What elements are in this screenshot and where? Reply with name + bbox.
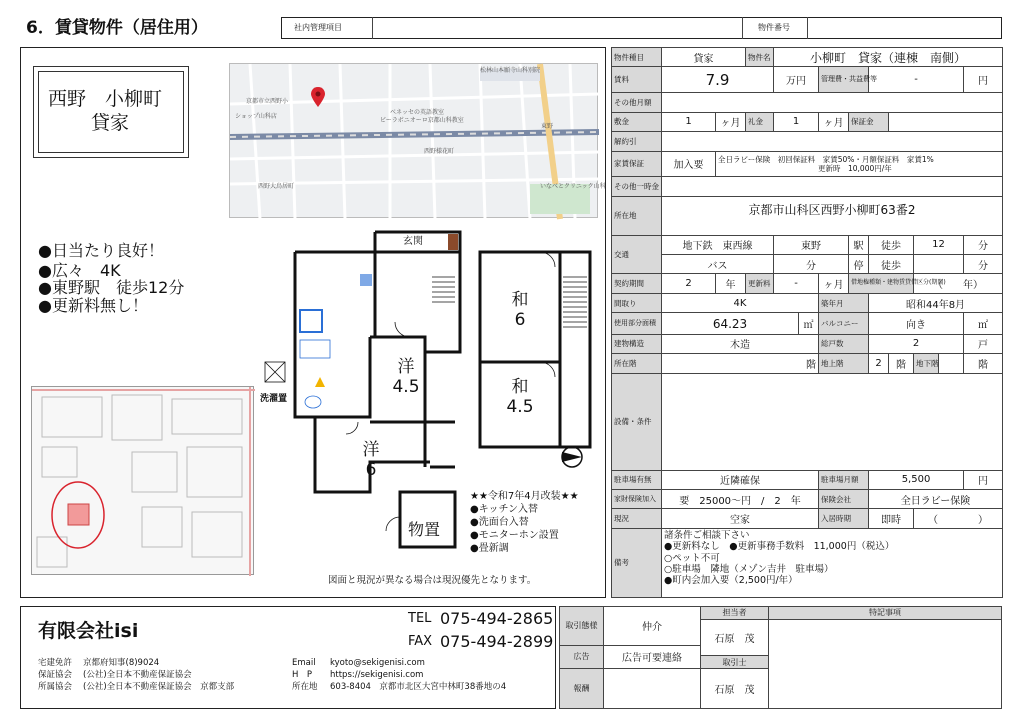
renovation-item-2: ●洗面台入替 (470, 517, 529, 528)
company-name: 有限会社isi (38, 620, 139, 642)
address-value: 603-8404 京都市北区大宮中林町38番地の4 (330, 682, 507, 692)
feature-2: ●広々 4K (38, 261, 121, 280)
remark-1: 諸条件ご相談下さい (664, 529, 750, 541)
room-western-45: 洋 4.5 (392, 357, 420, 397)
assoc2-label: 所属協会 (38, 682, 73, 692)
map-label-bilabo: ビーラボニオーロ京都山科教室 (380, 117, 464, 124)
plan-entrance: 玄関 (403, 236, 423, 247)
map-label-hanamachi: 西野様花町 (424, 148, 455, 155)
page-title: 6．賃貸物件（居住用） (26, 18, 208, 38)
map-label-betsuin: 松林山本願寺山科別院 (480, 67, 541, 74)
footer-table: 取引態様 仲介 担当者 特記事項 石原 茂 広告 広告可要連絡 取引士 報酬 石原 茂 (559, 606, 1002, 709)
hp-value[interactable]: https://sekigenisi.com (330, 670, 424, 680)
plan-note: 図面と現況が異なる場合は現況優先となります。 (328, 575, 537, 586)
renovation-item-1: ●キッチン入替 (470, 504, 539, 515)
sign-line2: 貸家 (91, 112, 130, 134)
fax-label: FAX (408, 634, 433, 649)
spec-table: 物件種目 貸家 物件名 小柳町 貸家（連棟 南側） 賃料 7.9 万円 管理費・共益費等 - 円 その他月額 敷金 1 ヶ月 礼金 1 ヶ月 保証金 解約引 家賃保証 加入要 全日ラビー保険 初回保証料 家賃50%・月額保証料 家賃1% 更新時 10,000円/年 その他一時金 所在地 京都市山科区西野小柳町63番2 交通 地下鉄 東西線 東野 駅 徒歩 12 分 バス 分 停 徒歩 分 契約期間 2 年 更新料 - ヶ月 借地権種類・建物賃貸借区分(期間) （ 年） 間取り 4K 築年月 昭和44年8月 使用部分面積 64.23 ㎡ バルコニー 向き ㎡ 建物構造 木造 総戸数 2 戸 所在階 階 地上階 2 階 地下階 階 設備・条件 駐車場有無 近隣確保 駐車場月額 5,500 円 家財保険加入 要 25000～円 / 2 年 保険会社 全日ラビー保険 現況 空家 入居時期 即時 （ ） 備考 諸条件ご相談下さい ●更新料なし ●更新事務手数料 11,000円（税込） ○ペット不可 ○駐車場 隣地（メゾン吉井 駐車場） ●町内会加入要（2,500円/年） (611, 47, 1003, 598)
room-western-6: 洋 6 (362, 440, 380, 480)
address-label: 所在地 (292, 682, 318, 692)
location-pin-icon (311, 87, 325, 107)
map-label-benesse: ベネッセの英語教室 (390, 109, 445, 116)
assoc1-label: 保証協会 (38, 670, 73, 680)
email-label: Email (292, 658, 316, 668)
map-label-higashino: 東野 (541, 123, 554, 130)
management-box (281, 17, 1002, 39)
map-label-clinic: いなべとクリニック山科 (540, 183, 606, 190)
map-label-shop: ショップ山科店 (235, 113, 277, 120)
feature-3: ●東野駅 徒歩12分 (38, 278, 185, 297)
renovation-item-3: ●モニターホン設置 (470, 530, 559, 541)
fax-number: 075-494-2899 (440, 632, 554, 651)
site-map (31, 386, 254, 575)
renovation-item-4: ●畳新調 (470, 543, 509, 554)
feature-4: ●更新料無し！ (38, 296, 148, 315)
plan-storage: 物置 (408, 520, 441, 539)
sign-line1: 西野 小柳町 (48, 88, 163, 110)
map-label-school: 京都市立西野小 (246, 98, 289, 105)
room-japanese-6: 和 6 (511, 290, 529, 330)
map-graphic (230, 64, 599, 219)
tel-label: TEL (408, 611, 432, 626)
map-label-toriimachi: 西野大鳥居町 (258, 183, 295, 190)
email-value[interactable]: kyoto@sekigenisi.com (330, 658, 425, 668)
plan-laundry: 洗濯置 (260, 394, 288, 404)
renovation-title: ★★令和7年4月改装★★ (470, 491, 579, 502)
floor-plan (260, 222, 600, 552)
assoc2-value: (公社)全日本不動産保証協会 京都支部 (83, 682, 235, 692)
remark-2: ●更新料なし ●更新事務手数料 11,000円（税込） (664, 541, 895, 553)
remark-3: ○ペット不可 (664, 552, 720, 564)
room-japanese-45: 和 4.5 (506, 377, 534, 417)
assoc1-value: (公社)全日本不動産保証協会 (83, 670, 192, 680)
license-value: 京都府知事(8)9024 (83, 658, 160, 668)
remark-5: ●町内会加入要（2,500円/年） (664, 575, 798, 587)
license-label: 宅建免許 (38, 658, 73, 668)
hp-label: H P (292, 670, 313, 680)
prop-no-label: 物件番号 (758, 23, 790, 32)
tel-number: 075-494-2865 (440, 609, 554, 628)
feature-1: ●日当たり良好！ (38, 241, 164, 260)
mgmt-label: 社内管理項目 (294, 23, 342, 32)
remark-4: ○駐車場 隣地（メゾン吉井 駐車場） (664, 564, 834, 576)
location-map (229, 63, 598, 218)
